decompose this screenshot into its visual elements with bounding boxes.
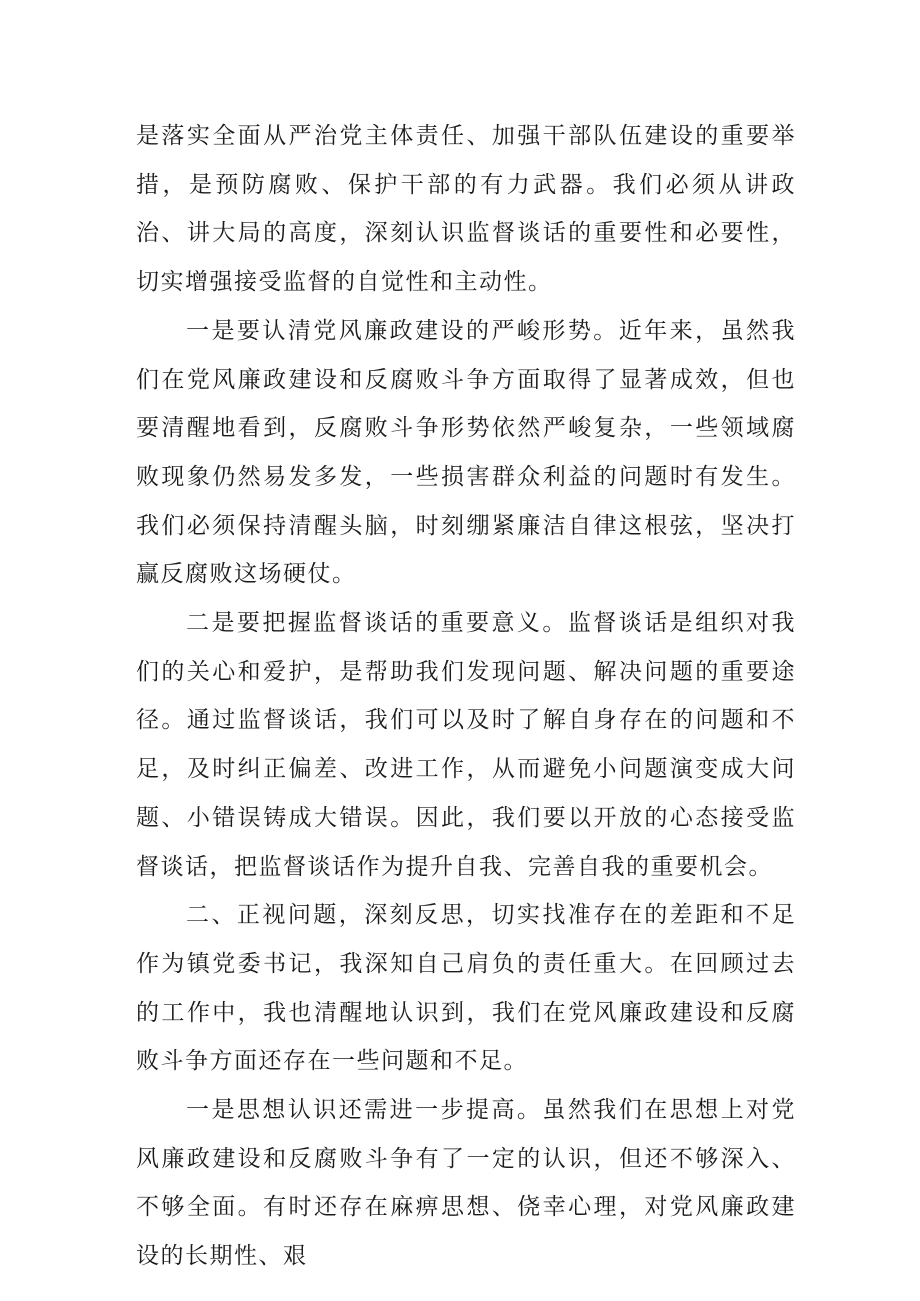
paragraph-ideological-awareness: 一是思想认识还需进一步提高。虽然我们在思想上对党风廉政建设和反腐败斗争有了一定的认识，但还不够深入、不够全面。有时还存在麻痹思想、侥幸心理，对党风廉政建设的长期性、艰 — [136, 1097, 796, 1270]
paragraph-supervision-significance: 二是要把握监督谈话的重要意义。监督谈话是组织对我们的关心和爱护，是帮助我们发现问题、解决问题的重要途径。通过监督谈话，我们可以及时了解自身存在的问题和不足，及时纠正偏差、改进工作，从而避免小问题演变成大问题、小错误铸成大错误。因此，我们要以开放的心态接受监督谈话，把监督谈话作为提升自我、完善自我的重要机会。 — [136, 610, 796, 880]
document-body — [136, 112, 796, 1281]
paragraph-continuation: 是落实全面从严治党主体责任、加强干部队伍建设的重要举措，是预防腐败、保护干部的有力武器。我们必须从讲政治、讲大局的高度，深刻认识监督谈话的重要性和必要性，切实增强接受监督的自觉性和主动性。 — [136, 123, 796, 296]
section-heading-face-problems: 二、正视问题，深刻反思，切实找准存在的差距和不足作为镇党委书记，我深知自己肩负的责任重大。在回顾过去的工作中，我也清醒地认识到，我们在党风廉政建设和反腐败斗争方面还存在一些问题和不足。 — [136, 902, 796, 1075]
paragraph-grim-situation: 一是要认清党风廉政建设的严峻形势。近年来，虽然我们在党风廉政建设和反腐败斗争方面取得了显著成效，但也要清醒地看到，反腐败斗争形势依然严峻复杂，一些领域腐败现象仍然易发多发，一些损害群众利益的问题时有发生。我们必须保持清醒头脑，时刻绷紧廉洁自律这根弦，坚决打赢反腐败这场硬仗。 — [136, 317, 796, 588]
